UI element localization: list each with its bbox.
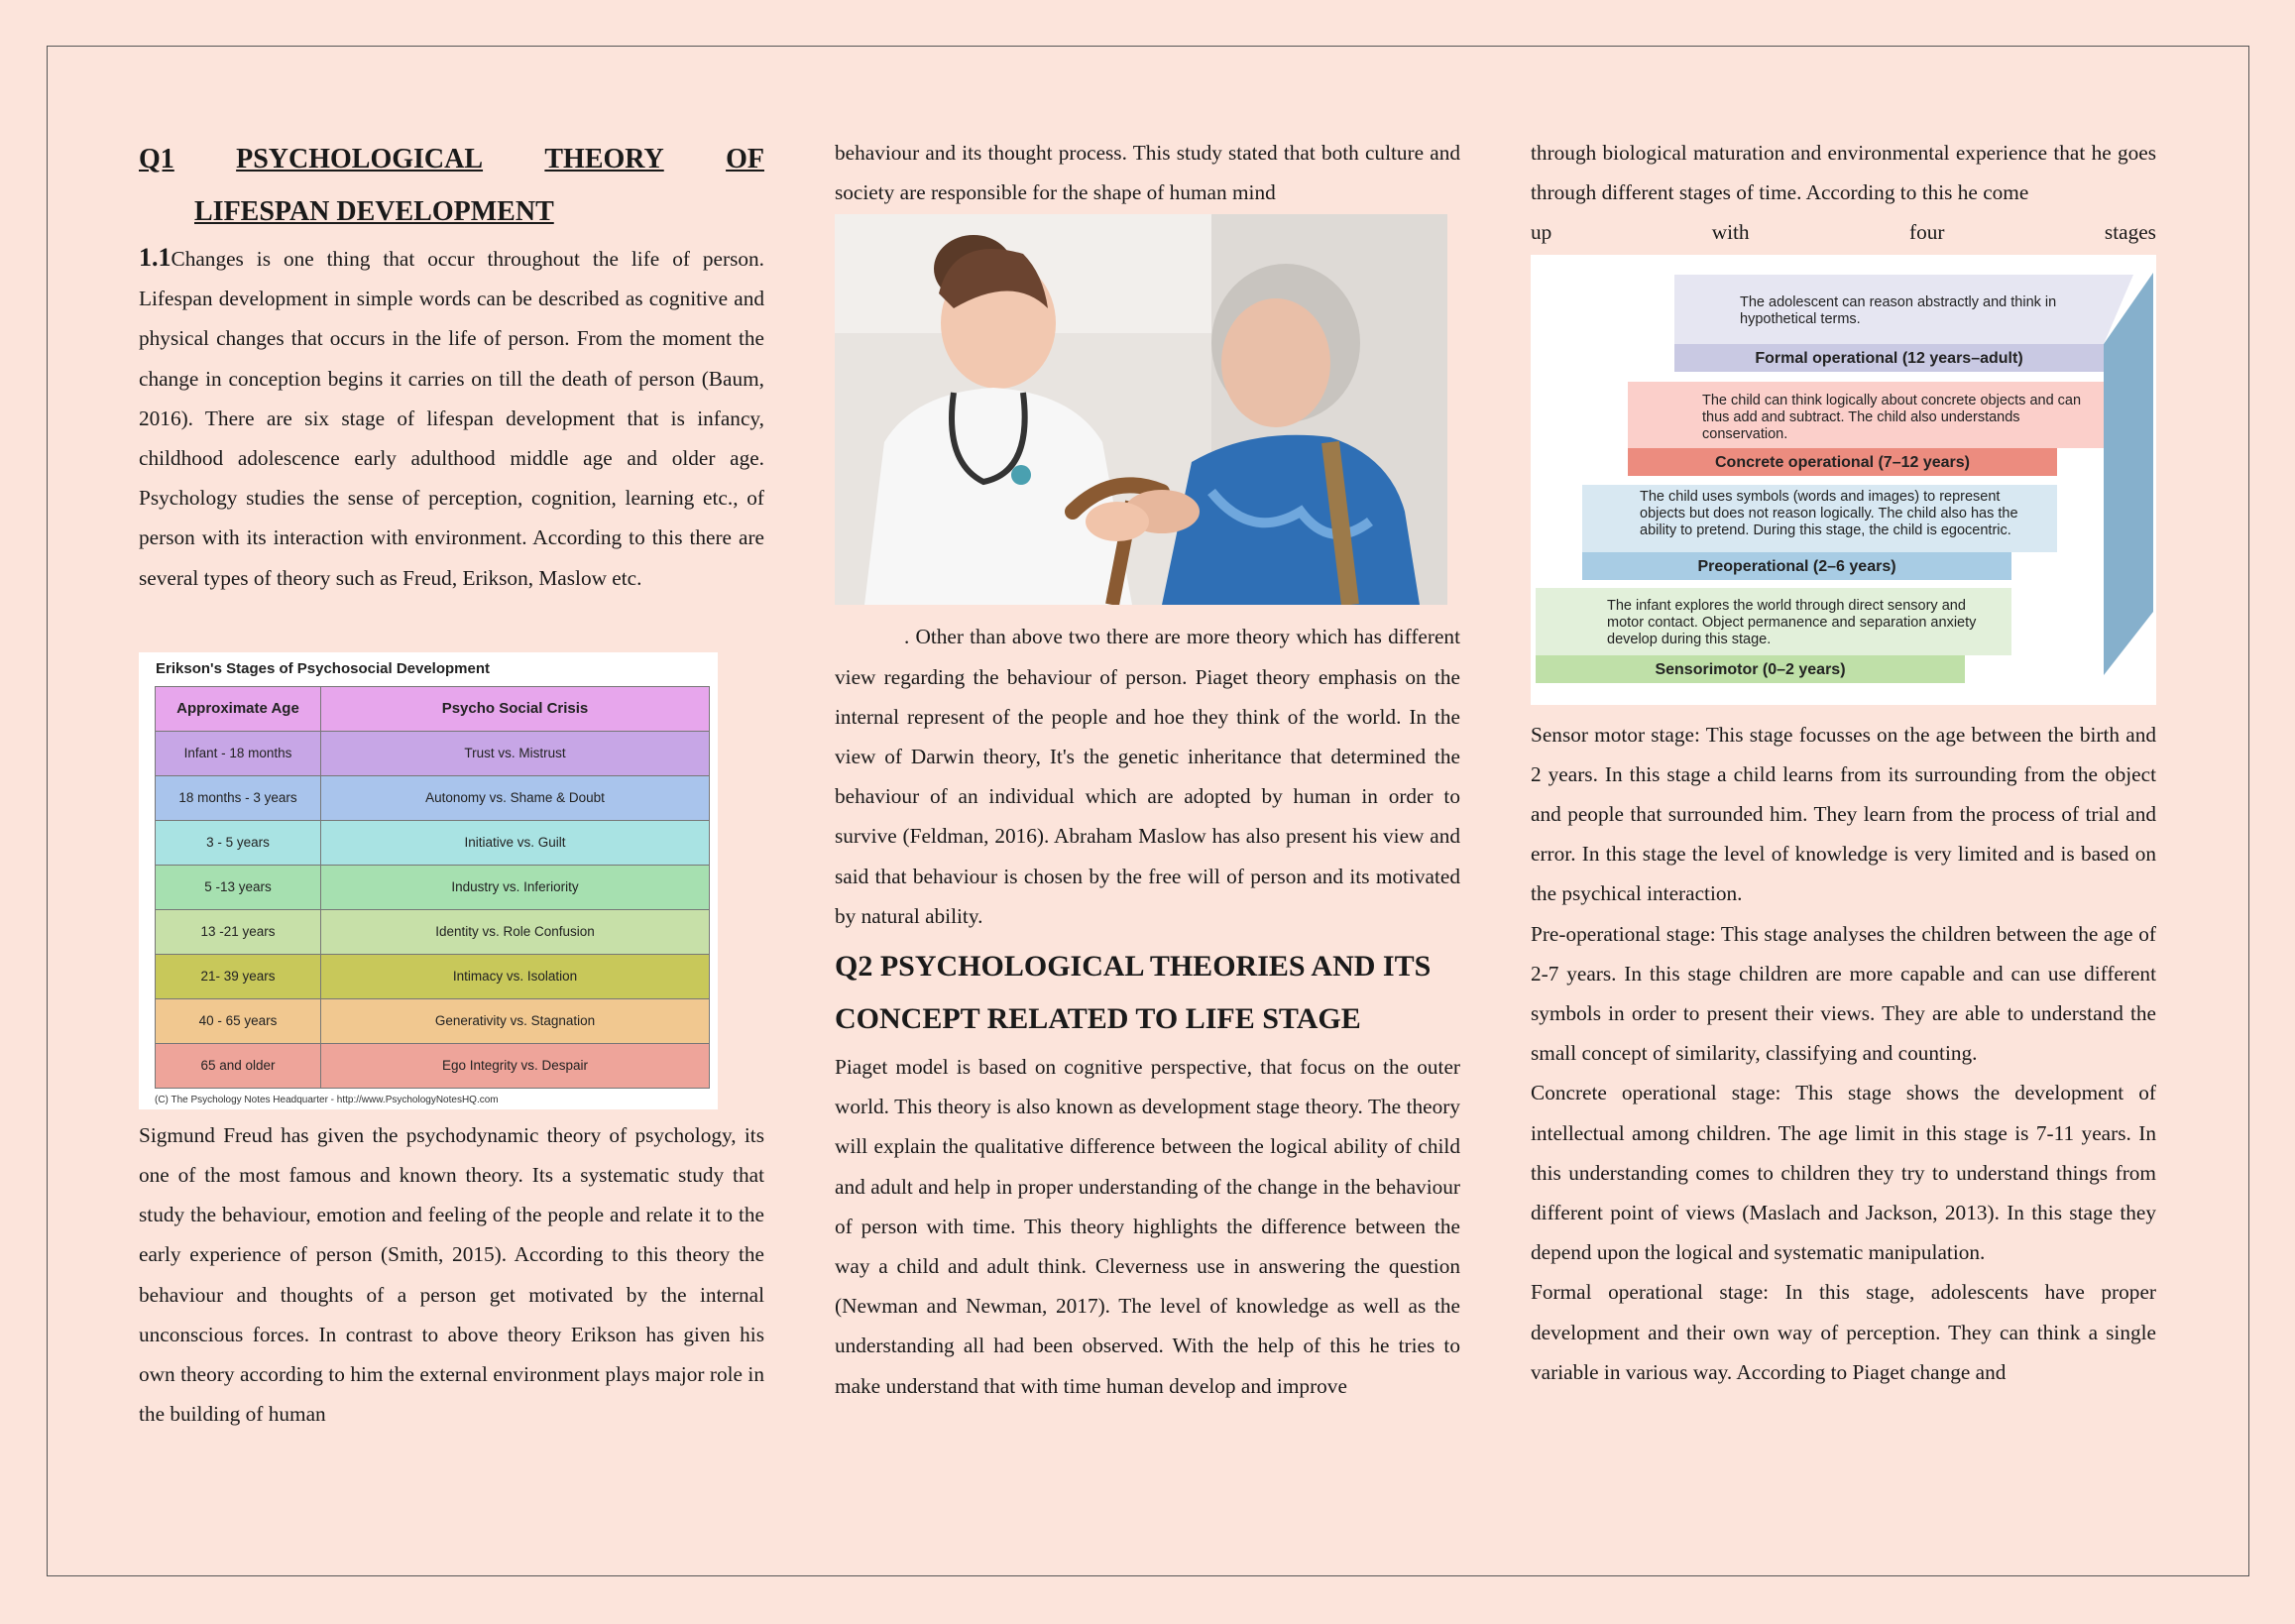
- erikson-age-cell: 40 - 65 years: [156, 998, 321, 1043]
- paragraph: Pre-operational stage: This stage analyses the children between the age of 2-7 years. In this stage children are more capable and can use different symbols in order to present their views. They are able to understand the small concept of similarity, classifying and counting.: [1531, 921, 2156, 1066]
- paragraph: Sensor motor stage: This stage focusses on the age between the birth and 2 years. In this stage a child learns from its surrounding from the object and people that surrounded him. They learn from the process of trial and error. In this stage the level of knowledge is very limited and is based on the psychical interaction.: [1531, 722, 2156, 906]
- sensorimotor-label: Sensorimotor (0–2 years): [1655, 660, 1846, 678]
- concrete-label: Concrete operational (7–12 years): [1715, 453, 1970, 471]
- formal-description: The adolescent can reason abstractly and think in hypothetical terms.: [1740, 293, 2057, 327]
- preop-label: Preoperational (2–6 years): [1697, 557, 1896, 575]
- erikson-row: [156, 909, 710, 954]
- erikson-row: [156, 865, 710, 909]
- erikson-age-cell: 5 -13 years: [156, 865, 321, 909]
- erikson-age-cell: 13 -21 years: [156, 909, 321, 954]
- q2-heading: Q2 PSYCHOLOGICAL THEORIES AND ITS CONCEPT RELATED TO LIFE STAGE: [835, 950, 1432, 1036]
- sensorimotor-description: The infant explores the world through direct sensory and motor contact. Object permanence and separation anxiety develop during this stage.: [1607, 597, 1977, 647]
- erikson-row: [156, 1043, 710, 1088]
- column-3: [1531, 133, 2156, 1392]
- paragraph: . Other than above two there are more theory which has different view regarding the behaviour of person. Piaget theory emphasis on the internal represent of the people and hoe they think of the world. In the view of Darwin theory, It's the genetic inheritance that determined the behaviour of an individual which are adopted by human in order to survive (Feldman, 2016). Abraham Maslow has also present his view and said that behaviour is chosen by the free will of person and its motivated by natural ability.: [835, 625, 1460, 928]
- formal-label: Formal operational (12 years–adult): [1755, 349, 2023, 367]
- erikson-crisis-cell: Industry vs. Inferiority: [321, 865, 710, 909]
- erikson-row: [156, 731, 710, 775]
- erikson-row: [156, 775, 710, 820]
- paragraph: Concrete operational stage: This stage shows the development of intellectual among children. The age limit in this stage is 7-11 years. In this understanding comes to children they try to understand things from different point of views (Maslach and Jackson, 2013). In this stage they depend upon the logical and systematic manipulation.: [1531, 1081, 2156, 1265]
- erikson-age-cell: 65 and older: [156, 1043, 321, 1088]
- piaget-stages-diagram: [1531, 255, 2156, 705]
- erikson-crisis-cell: Identity vs. Role Confusion: [321, 909, 710, 954]
- erikson-age-cell: Infant - 18 months: [156, 731, 321, 775]
- erikson-crisis-cell: Intimacy vs. Isolation: [321, 954, 710, 998]
- erikson-crisis-cell: Generativity vs. Stagnation: [321, 998, 710, 1043]
- erikson-stages-figure: Erikson's Stages of Psychosocial Development Approximate Age Psycho Social Crisis Infant - 18 months Trust vs. Mistrust 18 months - 3 years Autonomy vs. Shame & Doubt 3 - 5 years Initiative vs. Guilt 5 -13 years Industry vs. Inferiority 13 -21 years Identity vs. Role Confusion 21- 39 years Intimacy vs. Isolation 40 - 65 years Generativity vs. Stagnation 65 and older Ego Integrity vs. Despair (C) The Psychology Notes Headquarter - http://www.PsychologyNotesHQ.com: [139, 652, 718, 1109]
- erikson-table: [155, 686, 710, 1089]
- erikson-age-cell: 18 months - 3 years: [156, 775, 321, 820]
- paragraph: Formal operational stage: In this stage, adolescents have proper development and their own way of perception. They can think a single variable in various way. According to Piaget change and: [1531, 1280, 2156, 1384]
- intro-paragraph: 1.1Changes is one thing that occur throughout the life of person. Lifespan development in simple words can be described as cognitive and physical changes that occurs in the life of person. From the moment the change in conception begins it carries on till the death of person (Baum, 2016). There are six stage of lifespan development that is infancy, childhood adolescence early adulthood middle age and older age. Psychology studies the sense of perception, cognition, learning etc., of person with its interaction with environment. According to this there are several types of theory such as Freud, Erikson, Maslow etc.: [139, 243, 764, 590]
- erikson-crisis-cell: Autonomy vs. Shame & Doubt: [321, 775, 710, 820]
- erikson-age-cell: 3 - 5 years: [156, 820, 321, 865]
- spread-line: up with four stages: [1531, 220, 2156, 245]
- erikson-crisis-cell: Ego Integrity vs. Despair: [321, 1043, 710, 1088]
- erikson-age-cell: 21- 39 years: [156, 954, 321, 998]
- freud-paragraph: Sigmund Freud has given the psychodynamic theory of psychology, its one of the most famous and known theory. Its a systematic study that study the behaviour, emotion and feeling of the people and relate it to the early experience of person (Smith, 2015). According to this theory the behaviour and thoughts of a person get motivated by the internal unconscious forces. In contrast to above theory Erikson has given his own theory according to him the external environment plays major role in the building of human: [139, 1122, 764, 1427]
- paragraph: Piaget model is based on cognitive perspective, that focus on the outer world. This theory is also known as development stage theory. The theory will explain the qualitative difference between the logical ability of child and adult and help in proper understanding of the change in the behaviour of person with time. This theory highlights the difference between the way a child and adult think. Cleverness use in answering the question (Newman and Newman, 2017). The level of knowledge as well as the understanding all had been observed. With the help of this he tries to make understand that with time human develop and improve: [835, 1055, 1460, 1398]
- q1-heading: Q1 PSYCHOLOGICAL THEORY OF LIFESPAN DEVELOPMENT: [139, 144, 764, 227]
- nurse-elderly-photo: [835, 214, 1447, 605]
- concrete-description: The child can think logically about concrete objects and can thus add and subtract. The child also understands conservation.: [1702, 392, 2082, 442]
- column-2: [835, 133, 1460, 1406]
- erikson-row: [156, 954, 710, 998]
- erikson-header-crisis: Psycho Social Crisis: [321, 686, 710, 731]
- preop-description: The child uses symbols (words and images) to represent objects but does not reason logically. The child also has the ability to pretend. During this stage, the child is egocentric.: [1640, 488, 2018, 538]
- column-1: [139, 133, 764, 1434]
- erikson-crisis-cell: Trust vs. Mistrust: [321, 731, 710, 775]
- erikson-header-age: Approximate Age: [156, 686, 321, 731]
- paragraph: behaviour and its thought process. This study stated that both culture and society are responsible for the shape of human mind: [835, 141, 1460, 205]
- paragraph: through biological maturation and environmental experience that he goes through different stages of time. According to this he come: [1531, 141, 2156, 205]
- erikson-row: [156, 998, 710, 1043]
- erikson-crisis-cell: Initiative vs. Guilt: [321, 820, 710, 865]
- erikson-row: [156, 820, 710, 865]
